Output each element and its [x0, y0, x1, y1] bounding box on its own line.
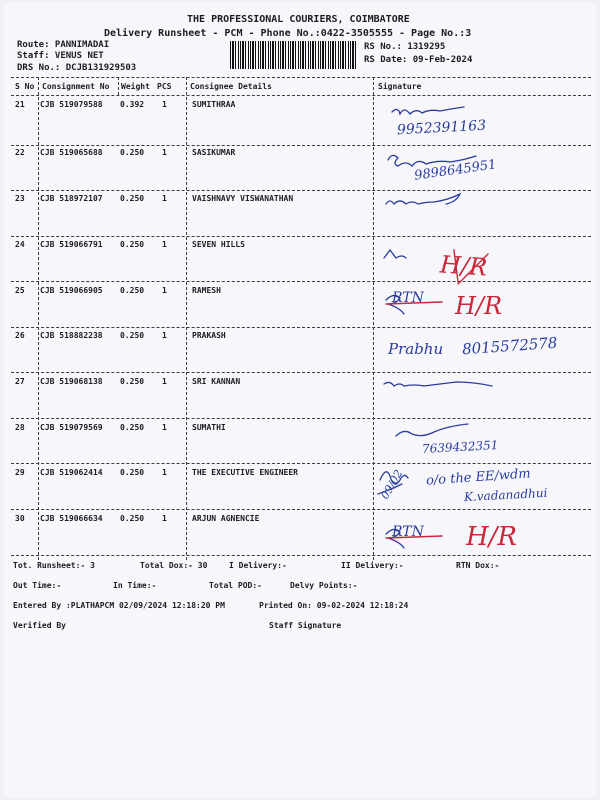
cell-weight: 0.250 [120, 240, 145, 249]
cell-consignment: CJB 519079588 [40, 100, 103, 109]
column-header-consignee: Consignee Details [190, 82, 272, 91]
signature-scribble-21 [392, 107, 464, 114]
cell-consignee: THE EXECUTIVE ENGINEER [192, 468, 298, 477]
delivery-points: Delvy Points:- [290, 581, 358, 590]
handwritten-name: Prabhu [388, 340, 444, 358]
cell-pcs: 1 [162, 286, 167, 295]
signature-scribble-24 [384, 250, 406, 258]
signature-scribble-23 [386, 194, 460, 204]
cell-pcs: 1 [162, 100, 167, 109]
handwritten-mark: H/R [455, 292, 503, 320]
cell-consignee: SRI KANNAN [192, 377, 241, 386]
handwritten-text: o/o the EE/wdm [425, 466, 532, 489]
cell-weight: 0.250 [120, 286, 145, 295]
handwritten-phone: 9952391163 [396, 117, 487, 139]
cell-sno: 29 [15, 468, 25, 477]
cell-consignment: CJB 519065688 [40, 148, 103, 157]
out-time: Out Time:- [13, 581, 62, 590]
cell-pcs: 1 [162, 148, 167, 157]
handwritten-phone: 8015572578 [461, 333, 558, 359]
rs-date: RS Date: 09-Feb-2024 [364, 55, 473, 65]
cell-pcs: 1 [162, 514, 167, 523]
cell-weight: 0.250 [120, 377, 145, 386]
entered-by: Entered By :PLATHAPCM 02/09/2024 12:18:20 PM [13, 601, 225, 610]
cell-weight: 0.250 [120, 468, 145, 477]
cell-consignment: CJB 519062414 [40, 468, 103, 477]
cell-consignee: SEVEN HILLS [192, 240, 245, 249]
drs-number: DRS No.: DCJB131929503 [17, 63, 137, 73]
runsheet-subtitle: Delivery Runsheet - PCM - Phone No.:0422-3505555 - Page No.:3 [104, 28, 472, 39]
cell-weight: 0.250 [120, 331, 145, 340]
handwritten-date: 09/02 [378, 467, 406, 502]
signature-scribble-27 [384, 382, 492, 386]
total-pod: Total POD:- [209, 581, 262, 590]
cell-consignee: VAISHNAVY VISWANATHAN [192, 194, 294, 203]
cell-sno: 22 [15, 148, 25, 157]
cell-sno: 25 [15, 286, 25, 295]
cell-consignment: CJB 518972107 [40, 194, 103, 203]
column-header-consignment: Consignment No [42, 82, 110, 91]
verified-by: Verified By [13, 621, 66, 630]
cell-consignee: SUMATHI [192, 423, 226, 432]
cell-sno: 21 [15, 100, 25, 109]
cell-sno: 30 [15, 514, 25, 523]
rtn-dox: RTN Dox:- [456, 561, 500, 570]
signature-scribble-28 [396, 424, 468, 436]
total-dox: Total Dox:- 30 [140, 561, 208, 570]
handwritten-rtn: RTN [392, 524, 424, 540]
cell-consignment: CJB 519068138 [40, 377, 103, 386]
handwritten-text: K.vadanadhui [463, 485, 548, 505]
handwritten-rtn: RTN [392, 290, 424, 306]
cell-pcs: 1 [162, 194, 167, 203]
cell-consignment: CJB 519066634 [40, 514, 103, 523]
in-time: In Time:- [113, 581, 157, 590]
handwritten-mark: H/R [466, 522, 518, 552]
handwritten-phone: 9898645951 [413, 157, 498, 184]
cell-pcs: 1 [162, 331, 167, 340]
cell-consignment: CJB 519066791 [40, 240, 103, 249]
column-header-signature: Signature [378, 82, 422, 91]
handwritten-mark: H/R [439, 250, 489, 282]
cell-consignee: SASIKUMAR [192, 148, 236, 157]
cell-pcs: 1 [162, 240, 167, 249]
handwritten-phone: 7639432351 [421, 438, 499, 456]
cell-consignee: RAMESH [192, 286, 221, 295]
staff-label: Staff: VENUS NET [17, 51, 104, 61]
cell-sno: 26 [15, 331, 25, 340]
cell-weight: 0.250 [120, 148, 145, 157]
cell-sno: 23 [15, 194, 25, 203]
column-header-pcs: PCS [157, 82, 172, 91]
cell-sno: 24 [15, 240, 25, 249]
cell-weight: 0.250 [120, 423, 145, 432]
cell-consignment: CJB 519066905 [40, 286, 103, 295]
route-label: Route: PANNIMADAI [17, 40, 110, 50]
rs-number: RS No.: 1319295 [364, 42, 446, 52]
cell-consignee: PRAKASH [192, 331, 226, 340]
cell-weight: 0.392 [120, 100, 145, 109]
cell-consignee: SUMITHRAA [192, 100, 236, 109]
cell-consignment: CJB 518882238 [40, 331, 103, 340]
cell-consignee: ARJUN AGNENCIE [192, 514, 260, 523]
company-title: THE PROFESSIONAL COURIERS, COIMBATORE [187, 14, 410, 25]
cell-pcs: 1 [162, 423, 167, 432]
second-delivery: II Delivery:- [341, 561, 404, 570]
cell-sno: 27 [15, 377, 25, 386]
cell-weight: 0.250 [120, 194, 145, 203]
column-header-weight: Weight [121, 82, 150, 91]
column-header-sno: S No [15, 82, 35, 91]
cell-consignment: CJB 519079569 [40, 423, 103, 432]
cell-pcs: 1 [162, 377, 167, 386]
cell-weight: 0.250 [120, 514, 145, 523]
cell-sno: 28 [15, 423, 25, 432]
total-runsheet: Tot. Runsheet:- 3 [13, 561, 95, 570]
cell-pcs: 1 [162, 468, 167, 477]
printed-on: Printed On: 09-02-2024 12:18:24 [259, 601, 409, 610]
staff-signature: Staff Signature [269, 621, 342, 630]
first-delivery: I Delivery:- [229, 561, 287, 570]
